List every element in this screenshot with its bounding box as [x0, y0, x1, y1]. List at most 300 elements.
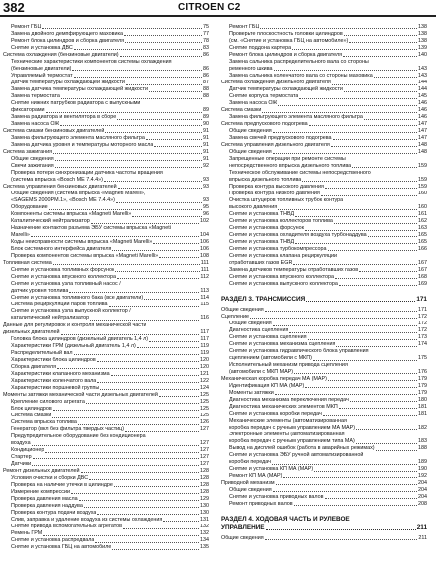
toc-entry-page: 127 [200, 461, 209, 468]
dot-leader [61, 334, 200, 335]
toc-entry [221, 135, 427, 142]
dot-leader [356, 429, 417, 430]
toc-entry [221, 239, 427, 246]
toc-entry-title: Снятие и установка ТНВД [229, 239, 295, 246]
dot-leader [349, 42, 417, 43]
toc-entry-page: 121 [200, 370, 209, 377]
dot-leader [91, 223, 199, 224]
toc-entry [3, 350, 209, 357]
toc-entry-title: Датчики [11, 461, 32, 468]
toc-entry-page: 160 [418, 204, 427, 211]
toc-entry-title: Коды неисправности системы впрыска «Magneti Marelli» [11, 239, 153, 246]
toc-entry [3, 357, 209, 364]
toc-entry-title: Снятие и установка впускного коллектора [11, 273, 117, 280]
toc-entry-title: Замена насоса ОЖ [229, 100, 278, 107]
dot-leader [31, 236, 199, 237]
toc-entry [3, 149, 209, 156]
toc-entry [3, 406, 209, 413]
toc-entry-page: 78 [203, 37, 209, 44]
dot-leader [49, 209, 202, 210]
toc-entry-title: Система зажигания [3, 148, 53, 155]
toc-entry [3, 142, 209, 149]
toc-entry-title: Технические характеристики компонентов системы охлаждения [11, 58, 172, 65]
toc-entry [3, 128, 209, 135]
toc-entry-title: Система впрыска топлива [11, 419, 77, 426]
toc-entry-page: 120 [200, 357, 209, 363]
toc-entry [3, 454, 209, 461]
toc-entry-title: Проверка потери синхронизации датчика частоты вращения [11, 169, 163, 176]
dot-leader [356, 443, 417, 444]
dot-leader [299, 98, 417, 99]
toc-entry [221, 281, 427, 288]
dot-leader [90, 320, 199, 321]
dot-leader [159, 396, 199, 397]
toc-entry-page: 144 [418, 79, 427, 86]
toc-entry-page: 132 [200, 523, 209, 530]
toc-entry [221, 156, 427, 163]
dot-leader [294, 373, 417, 374]
toc-entry-page: 165 [418, 239, 427, 246]
section-heading [221, 516, 427, 532]
toc-entry-page: 159 [418, 183, 427, 190]
toc-entry-title: Управляемый термостат [11, 72, 73, 79]
toc-entry [3, 399, 209, 406]
toc-entry [3, 45, 209, 52]
dot-leader [81, 472, 199, 473]
dot-leader [120, 56, 202, 57]
toc-entry [221, 38, 427, 45]
dot-leader [100, 389, 199, 390]
toc-entry [221, 418, 427, 425]
toc-entry-title: Снятие и установка форсунок [229, 225, 304, 232]
toc-entry-page: 211 [418, 534, 427, 541]
toc-entry [3, 288, 209, 295]
toc-entry-title: Marelli» [11, 232, 30, 239]
toc-entry-title: Механическая коробка передач МА (МАР) [221, 376, 327, 382]
toc-entry-title: Общие сведения [229, 487, 272, 493]
toc-entry-page: 138 [418, 37, 427, 44]
toc-entry-title: впрыска дизельного топлива [229, 176, 302, 183]
dot-leader [295, 243, 417, 244]
toc-entry-title: Общие сведения [221, 306, 264, 313]
toc-entry-title: Система смазки [11, 412, 52, 419]
section-page-number: 211 [416, 523, 427, 531]
toc-entry-page: 167 [418, 266, 427, 273]
dot-leader [302, 181, 417, 182]
dot-leader [42, 28, 202, 29]
dot-leader [368, 236, 417, 237]
toc-entry-page: 168 [418, 273, 427, 280]
dot-leader [144, 299, 199, 300]
toc-entry-title: Система смазки [221, 107, 262, 114]
toc-entry-page: 167 [418, 259, 427, 266]
toc-entry-title: Снятие и установка ЭБУ ручной автоматизированной [229, 452, 364, 459]
toc-entry-page: 128 [200, 468, 209, 474]
toc-entry-title: фиксаторами [11, 107, 45, 114]
toc-entry-page: 179 [418, 376, 427, 382]
toc-entry [3, 86, 209, 93]
dot-leader [350, 401, 417, 402]
toc-entry-page: 144 [418, 86, 427, 93]
toc-entry-title: Моменты затяжки механической части дизельных двигателей [3, 391, 158, 398]
toc-entry-page: 166 [418, 246, 427, 252]
toc-entry-page: 165 [418, 232, 427, 239]
dot-leader [374, 77, 417, 78]
toc-entry-title: Диагностика механизма переключения передач [229, 396, 349, 403]
toc-entry-title: Снятие и установка КП МА (МАР) [229, 466, 314, 473]
toc-entry-title: Крепление силового агрегата [11, 398, 85, 405]
toc-entry-title: Система предпускового подогрева [221, 121, 308, 128]
toc-entry [3, 517, 209, 524]
toc-entry [3, 274, 209, 281]
toc-entry-page: 163 [418, 225, 427, 232]
toc-right-column [221, 24, 427, 542]
toc-entry-page: 126 [200, 419, 209, 426]
dot-leader [123, 528, 199, 529]
toc-entry-title: Диагностика механических элементов МКП [229, 403, 338, 410]
toc-entry-title: Снятие нижних патрубков радиатора с выпускными [11, 100, 141, 107]
toc-entry [221, 432, 427, 439]
toc-entry-page: 143 [418, 65, 427, 72]
toc-entry-title: Приводной механизм [221, 480, 275, 487]
toc-entry [3, 281, 209, 288]
toc-entry [3, 59, 209, 66]
toc-entry [221, 445, 427, 452]
toc-entry-page: 86 [203, 72, 209, 79]
toc-entry [3, 163, 209, 170]
toc-entry-page: 91 [203, 148, 209, 155]
toc-entry-page: 188 [418, 445, 427, 452]
toc-entry-title: Снятие привода вспомогательных агрегатов [11, 523, 123, 530]
toc-entry-title: Снятие и установка ТНВД [229, 211, 295, 218]
toc-entry-page: 77 [203, 30, 209, 37]
toc-entry-title: Ремонт ГБЦ [229, 24, 260, 30]
toc-entry-page: 190 [418, 466, 427, 473]
dot-leader [79, 500, 199, 501]
toc-entry-title: Общие сведения [229, 148, 272, 155]
dot-leader [352, 167, 417, 168]
toc-entry-page: 172 [418, 313, 427, 320]
toc-entry [221, 253, 427, 260]
toc-entry-title: Электронные элементы (автоматизированная [229, 431, 345, 438]
toc-entry-page: 89 [203, 114, 209, 121]
toc-entry [221, 31, 427, 38]
dot-leader [276, 484, 417, 485]
toc-entry [221, 128, 427, 135]
toc-entry-title: «SAGEMS 2000PM.1», «Bosch ME 7.4.4») [11, 197, 115, 204]
toc-entry [3, 315, 209, 322]
toc-entry-title: Идентификация КП МА (МАР) [229, 382, 305, 389]
toc-entry-title: Ремонт КП МА (МАР) [229, 473, 283, 480]
toc-entry [221, 438, 427, 445]
toc-entry-title: Запрещенные операции при ремонте системы [229, 155, 346, 162]
toc-entry-page: 179 [418, 382, 427, 389]
toc-entry-title: (бензиновые двигатели) [11, 65, 72, 72]
dot-leader [97, 382, 199, 383]
toc-entry [3, 121, 209, 128]
toc-entry [3, 204, 209, 211]
toc-entry [3, 295, 209, 302]
toc-entry-page: 117 [200, 329, 209, 336]
dot-leader [321, 195, 417, 196]
toc-entry [3, 419, 209, 426]
toc-entry-page: 127 [200, 447, 209, 454]
toc-entry-page: 91 [203, 128, 209, 135]
toc-entry-page: 104 [200, 232, 209, 239]
toc-entry-title: Снятие корпуса термостата [229, 93, 299, 100]
toc-entry-page: 180 [418, 396, 427, 403]
toc-entry [3, 433, 209, 440]
toc-entry [3, 461, 209, 468]
toc-entry-title: непосредственного впрыска дизельного топлива [229, 162, 352, 169]
dot-leader [146, 139, 202, 140]
toc-entry-page: 88 [203, 93, 209, 100]
toc-entry [221, 100, 427, 107]
toc-entry-page: 140 [418, 51, 427, 58]
toc-entry [221, 411, 427, 418]
toc-entry-title: Каталитический нейтрализатор [11, 218, 90, 225]
toc-entry [221, 163, 427, 170]
section-heading-line2: УПРАВЛЕНИЕ [221, 523, 265, 531]
dot-leader [250, 318, 417, 319]
toc-entry-page: 119 [200, 343, 209, 350]
toc-entry [221, 369, 427, 376]
dot-leader [273, 132, 417, 133]
dot-leader [115, 271, 199, 272]
toc-entry-title: Проверка давления масла [11, 495, 78, 502]
toc-entry [3, 211, 209, 218]
toc-entry [3, 413, 209, 420]
toc-entry [3, 114, 209, 121]
toc-entry [221, 149, 427, 156]
toc-entry-title: Снятие и установка приводных валов [229, 493, 324, 500]
toc-entry-title: высокого давления [229, 204, 278, 211]
toc-entry-title: Снятие и установка топливных форсунок [11, 266, 115, 273]
dot-leader [89, 479, 199, 480]
section-heading-text: РАЗДЕЛ 3. ТРАНСМИССИЯ [221, 295, 306, 303]
toc-entry-title: коробка передач с ручным управлением МА МАР) [229, 424, 356, 431]
dot-leader [118, 188, 202, 189]
dot-leader [334, 223, 417, 224]
dot-leader [137, 347, 200, 348]
dot-leader [328, 380, 417, 381]
toc-entry-page: 147 [418, 135, 427, 141]
dot-leader [46, 112, 202, 113]
toc-entry-title: (система впрыска «Bosch ME 7.4.4») [11, 176, 103, 183]
toc-entry [3, 308, 209, 315]
toc-entry-page: 125 [200, 412, 209, 419]
toc-entry-page: 130 [200, 502, 209, 509]
toc-entry-page: 173 [418, 334, 427, 341]
dot-leader [126, 84, 202, 85]
toc-entry [221, 376, 427, 383]
dot-leader [332, 84, 417, 85]
toc-entry [221, 341, 427, 348]
toc-entry [221, 459, 427, 466]
dot-leader [331, 146, 417, 147]
toc-entry-page: 204 [418, 480, 427, 487]
toc-entry-title: Очистка штуцеров топливных трубок контура [229, 197, 344, 204]
dot-leader [112, 549, 199, 550]
toc-entry-title: Предупредительное оборудование без кондиционера [11, 433, 146, 440]
toc-entry-page: 162 [418, 218, 427, 225]
toc-entry-page: 92 [203, 162, 209, 169]
toc-entry [221, 390, 427, 397]
toc-entry-title: Снятие и установка сцепления [229, 334, 307, 341]
dot-leader [273, 325, 417, 326]
toc-entry [3, 426, 209, 433]
toc-entry [3, 100, 209, 107]
dot-leader [295, 216, 417, 217]
toc-entry-page: 120 [200, 363, 209, 370]
toc-entry [221, 93, 427, 100]
dot-leader [124, 35, 202, 36]
dot-leader [325, 188, 417, 189]
dot-leader [32, 465, 199, 466]
toc-entry [221, 466, 427, 473]
dot-leader [153, 243, 199, 244]
toc-entry-title: Замена фильтрующего элемента масляного фильтра [11, 135, 145, 141]
toc-entry-title: Распределительный вал [11, 350, 73, 357]
toc-entry-title: ременного шкива [229, 65, 273, 72]
dot-leader [376, 450, 417, 451]
toc-entry-page: 134 [200, 537, 209, 544]
toc-entry-title: Снятие и установка клапана рециркуляции [229, 252, 338, 259]
dot-leader [283, 477, 417, 478]
dot-leader [125, 431, 199, 432]
toc-entry [221, 86, 427, 93]
toc-entry-page: 93 [203, 176, 209, 183]
dot-leader [325, 498, 418, 499]
toc-entry-title: Снятие и установка узла выпускной коллектор / [11, 308, 131, 315]
dot-leader [104, 181, 202, 182]
toc-entry [3, 440, 209, 447]
toc-entry-title: Проверка контура подачи воздуха [11, 509, 97, 516]
dot-leader [308, 339, 417, 340]
toc-entry [3, 336, 209, 343]
toc-entry [221, 191, 427, 198]
toc-entry-page: 172 [418, 320, 427, 327]
toc-entry-title: Ремонт ГБЦ [11, 24, 42, 30]
toc-entry-page: 146 [418, 100, 427, 107]
toc-entry [3, 468, 209, 475]
toc-entry [221, 170, 427, 177]
toc-entry-page: 83 [203, 44, 209, 51]
dot-leader [55, 167, 202, 168]
toc-entry [3, 197, 209, 204]
toc-entry [221, 107, 427, 114]
dot-leader [111, 375, 199, 376]
dot-leader [125, 42, 202, 43]
toc-entry-page: 127 [200, 426, 209, 433]
toc-entry [221, 211, 427, 218]
toc-entry-title: каталитический нейтрализатор [11, 315, 90, 322]
toc-entry [221, 404, 427, 411]
toc-entry-page: 91 [203, 135, 209, 141]
toc-entry-page: 182 [418, 424, 427, 431]
toc-entry [3, 482, 209, 489]
toc-entry-page: 125 [200, 391, 209, 398]
toc-entry-title: Общие сведения [11, 155, 54, 162]
toc-entry [221, 355, 427, 362]
toc-entry [221, 480, 427, 487]
toc-entry [221, 197, 427, 204]
dot-leader [339, 408, 417, 409]
toc-entry [221, 314, 427, 321]
dot-leader [333, 139, 417, 140]
dot-leader [163, 521, 199, 522]
toc-entry-title: Головка блока цилиндров (дизельный двигатель 1,4 л) [11, 336, 149, 343]
toc-entry-title: Слив, заправка и удаление воздуха из системы охлаждения [11, 516, 163, 523]
toc-entry [3, 489, 209, 496]
dot-leader [105, 132, 202, 133]
toc-entry [221, 321, 427, 328]
toc-entry-title: Ремонт блока цилиндров и сборка двигателя [229, 51, 343, 58]
dot-leader [323, 415, 417, 416]
toc-entry-title: (автомобили с МКП МАР) [229, 369, 294, 376]
section-heading [221, 296, 427, 304]
toc-entry-page: 112 [200, 273, 209, 280]
dot-leader [339, 285, 417, 286]
toc-entry [3, 93, 209, 100]
toc-entry-page: 129 [200, 495, 209, 502]
toc-entry-page: 138 [418, 30, 427, 37]
toc-entry-title: Общие сведения [229, 320, 272, 327]
toc-entry-title: Исполнительный механизм привода сцепления [229, 362, 348, 369]
toc-entry [3, 378, 209, 385]
toc-entry-title: отработавших газов EGR [229, 259, 293, 266]
dot-leader [260, 28, 417, 29]
dot-leader [71, 493, 199, 494]
dot-leader [273, 153, 417, 154]
toc-entry [3, 52, 209, 59]
toc-entry-page: 122 [200, 377, 209, 384]
toc-entry [221, 327, 427, 334]
toc-entry [221, 80, 427, 87]
dot-leader [53, 153, 202, 154]
toc-entry [3, 38, 209, 45]
toc-entry-page: 174 [418, 341, 427, 348]
toc-entry-title: Снятие и установка механизма сцепления [229, 341, 336, 348]
toc-entry-title: Данные для регулировок и контроля механической части [3, 322, 147, 329]
toc-entry-title: Ремонт приводных валов [229, 500, 293, 507]
page-number: 382 [3, 0, 25, 15]
dot-leader [309, 125, 417, 126]
toc-entry-page: 143 [418, 72, 427, 79]
toc-entry [3, 496, 209, 503]
toc-entry-page: 131 [200, 516, 209, 523]
toc-entry-page: 139 [418, 44, 427, 51]
toc-entry-title: Замена датчиков температуры отработавших газов [229, 266, 359, 273]
toc-entry-title: Ремонт дизельных двигателей [3, 468, 80, 474]
dot-leader [97, 361, 199, 362]
toc-left-column [3, 24, 209, 551]
dot-leader [95, 542, 199, 543]
toc-entry-title: Стартер [11, 454, 32, 461]
toc-entry-page: 87 [203, 79, 209, 86]
toc-entry-title: Моменты затяжки [229, 389, 274, 396]
toc-entry-page: 181 [418, 403, 427, 410]
toc-entry-title: дизельных двигателей [3, 329, 60, 336]
toc-entry-page: 127 [200, 440, 209, 447]
toc-entry-title: Ремень ГРМ [11, 530, 43, 537]
dot-leader [154, 146, 202, 147]
dot-leader [132, 216, 202, 217]
toc-entry [3, 267, 209, 274]
toc-entry-title: Снятие и установка узла топливный насос / [11, 280, 121, 287]
toc-entry-title: Датчик температуры охлаждающей жидкости [229, 86, 343, 93]
toc-entry [3, 253, 209, 260]
